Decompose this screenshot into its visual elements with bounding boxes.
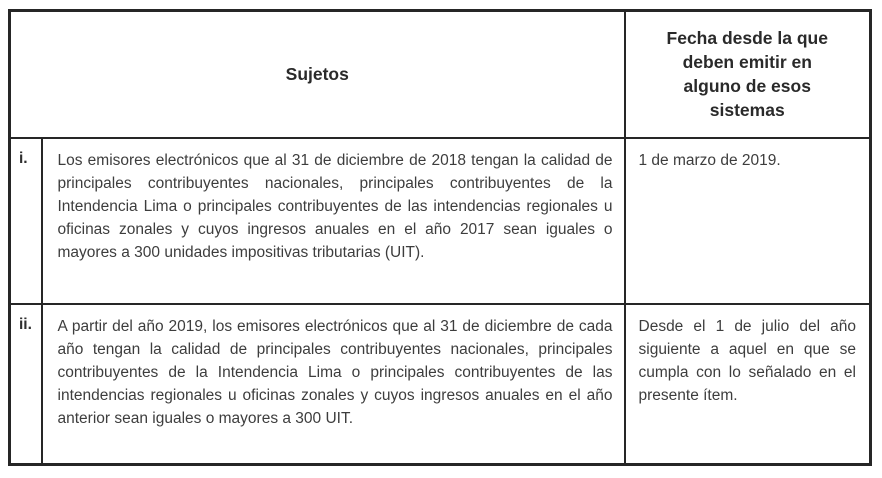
header-cell-sujetos — [10, 11, 625, 138]
header-cell-fecha — [625, 11, 871, 138]
regulation-table — [8, 9, 872, 466]
table-row — [10, 138, 871, 304]
row-ii-sujetos-text: A partir del año 2019, los emisores electrónicos que al 31 de diciembre de cada año tengan la calidad de principales contribuyentes nacionales, principales contribuyentes de la Intendencia Lima o principales contribuyentes de las intendencias regionales u oficinas zonales y cuyos ingresos anuales en el año anterior sean iguales o mayores a 300 UIT. — [42, 304, 625, 465]
table-header-row — [10, 11, 871, 138]
header-label-fecha: Fecha desde la que deben emitir en alguno de esos sistemas — [666, 27, 828, 121]
row-i-fecha-text: 1 de marzo de 2019. — [625, 138, 871, 304]
row-i-sujetos-text: Los emisores electrónicos que al 31 de diciembre de 2018 tengan la calidad de principales contribuyentes nacionales, principales contribuyentes de la Intendencia Lima o principales contribuyentes de las intendencias regionales u oficinas zonales y cuyos ingresos anuales en el año 2017 sean iguales o mayores a 300 unidades impositivas tributarias (UIT). — [42, 138, 625, 304]
row-ii-fecha-text: Desde el 1 de julio del año siguiente a aquel en que se cumpla con lo señalado en el presente ítem. — [625, 304, 871, 465]
table-row — [10, 304, 871, 465]
header-label-sujetos: Sujetos — [285, 64, 349, 85]
row-label-i: i. — [10, 138, 42, 304]
row-label-ii: ii. — [10, 304, 42, 465]
